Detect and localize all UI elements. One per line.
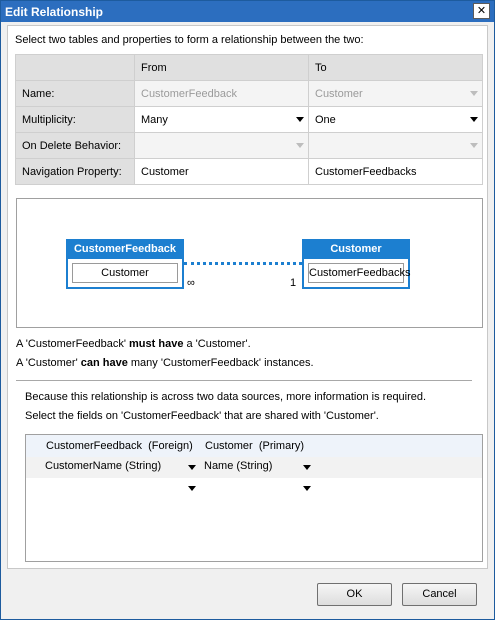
to-name-dropdown [309,81,483,107]
grid-header-foreign [46,440,193,452]
desc2-emphasis: can have [80,357,128,369]
foreign-field-dropdown[interactable] [42,478,198,499]
grid-header-primary-name: Customer [205,440,253,452]
grid-row [26,478,482,499]
from-multiplicity-dropdown[interactable] [135,107,309,133]
grid-header-primary-tag: (Primary) [258,440,305,452]
primary-field-dropdown[interactable] [201,457,313,478]
section-divider [16,380,472,381]
grid-header-primary [205,440,304,452]
to-navigation-property-input[interactable] [309,159,483,185]
grid-header-foreign-name: CustomerFeedback [46,440,142,452]
from-name-field [135,81,309,107]
to-navigation-property-value: CustomerFeedbacks [315,165,417,178]
foreign-field-value: CustomerName (String) [45,460,162,472]
primary-field-value: Name (String) [204,460,273,472]
desc1-part-a: A 'CustomerFeedback' [16,338,130,350]
to-multiplicity-symbol: 1 [290,277,297,289]
dialog-content [7,25,488,569]
to-name-value: Customer [315,87,363,100]
relationship-properties-table [15,54,483,185]
to-on-delete-dropdown [309,133,483,159]
to-entity-property: CustomerFeedbacks [308,263,404,283]
primary-field-dropdown[interactable] [201,478,313,499]
to-entity-box [302,239,410,289]
header-to: To [309,55,483,81]
dropdown-arrow-icon [188,465,196,470]
from-entity-title: CustomerFeedback [68,241,182,259]
foreign-field-dropdown[interactable] [42,457,198,478]
datasource-info-line1: Because this relationship is across two data sources, more information is required. [25,391,427,403]
desc1-part-c: a 'Customer'. [183,338,251,350]
to-entity-title: Customer [304,241,408,259]
ok-button[interactable]: OK [317,583,392,606]
navigation-property-label: Navigation Property: [16,159,135,185]
desc2-part-c: many 'CustomerFeedback' instances. [127,357,314,369]
relationship-diagram [16,198,483,328]
grid-row [26,457,482,478]
from-name-value: CustomerFeedback [141,87,237,100]
grid-header-foreign-tag: (Foreign) [148,440,193,452]
multiplicity-label: Multiplicity: [16,107,135,133]
shared-fields-grid [25,434,483,562]
dropdown-arrow-icon [296,143,304,148]
to-multiplicity-value: One [315,113,336,126]
dropdown-arrow-icon [470,91,478,96]
dropdown-arrow-icon [188,486,196,491]
from-navigation-property-value: Customer [141,165,189,178]
cancel-button[interactable]: Cancel [402,583,477,606]
to-multiplicity-dropdown[interactable] [309,107,483,133]
desc1-emphasis: must have [129,338,184,350]
title-bar [1,1,494,22]
dialog-title: Edit Relationship [5,5,104,19]
dropdown-arrow-icon [296,117,304,122]
can-have-description [16,357,314,369]
header-from: From [135,55,309,81]
from-navigation-property-input[interactable] [135,159,309,185]
from-multiplicity-value: Many [141,113,168,126]
dropdown-arrow-icon [303,486,311,491]
from-entity-property: Customer [72,263,178,283]
grid-header [26,435,482,457]
close-icon: ✕ [476,4,487,17]
from-entity-box [66,239,184,289]
desc2-part-a: A 'Customer' [16,357,81,369]
must-have-description [16,338,251,350]
corner-cell [16,55,135,81]
instruction-text: Select two tables and properties to form a relationship between the two: [15,34,364,46]
dropdown-arrow-icon [303,465,311,470]
from-on-delete-dropdown [135,133,309,159]
on-delete-label: On Delete Behavior: [16,133,135,159]
from-multiplicity-symbol: ∞ [187,277,195,289]
relationship-connector-line [184,262,302,265]
close-button[interactable] [473,3,490,19]
datasource-info-line2: Select the fields on 'CustomerFeedback' that are shared with 'Customer'. [25,410,379,422]
dropdown-arrow-icon [470,143,478,148]
name-label: Name: [16,81,135,107]
dropdown-arrow-icon [470,117,478,122]
